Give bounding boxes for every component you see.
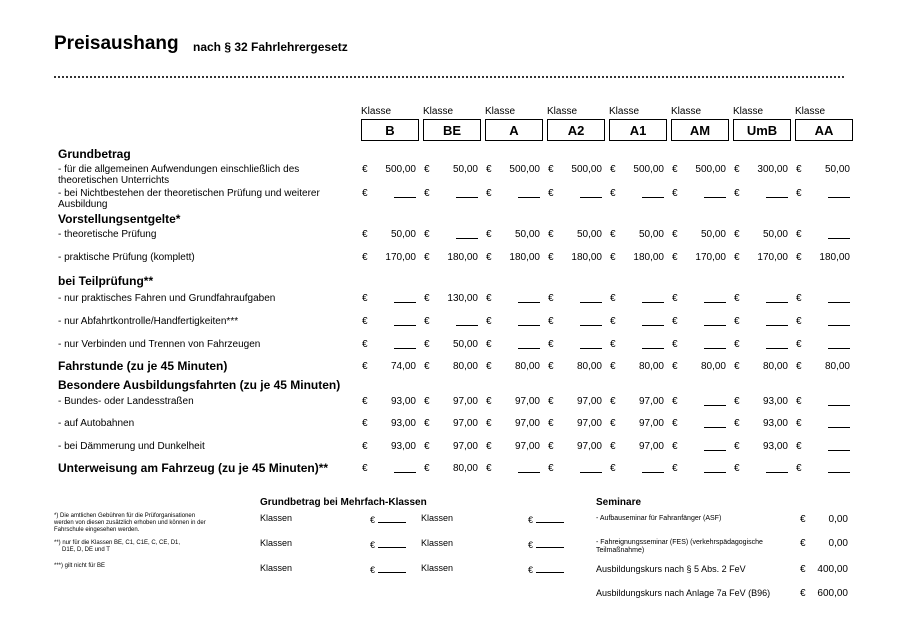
price-cell <box>437 316 478 329</box>
currency-sign: € <box>734 396 740 407</box>
price-cell: 180,00 <box>571 252 602 263</box>
price-cell: 50,00 <box>452 339 478 350</box>
price-cell <box>747 188 788 201</box>
price-cell: 170,00 <box>695 252 726 263</box>
price-cell: 50,00 <box>452 164 478 175</box>
separator-dotted-line <box>54 76 844 78</box>
price-cell <box>685 316 726 329</box>
price-cell <box>809 441 850 454</box>
mehrfach-klassen-label: Klassen <box>260 538 293 548</box>
currency-sign: € <box>672 361 678 372</box>
currency-sign: € <box>424 293 430 304</box>
price-cell: 97,00 <box>638 396 664 407</box>
currency-sign: € <box>610 164 616 175</box>
currency-sign: € <box>734 252 740 263</box>
currency-sign: € <box>796 164 802 175</box>
price-cell <box>561 293 602 306</box>
currency-sign: € <box>610 463 616 474</box>
price-cell: 93,00 <box>390 441 416 452</box>
currency-sign: € <box>486 339 492 350</box>
currency-sign: € <box>610 441 616 452</box>
class-box-aa: AA <box>795 119 853 141</box>
seminar-currency: € <box>800 588 806 599</box>
mehrfach-price-blank: € <box>370 513 406 525</box>
price-cell <box>437 229 478 242</box>
currency-sign: € <box>424 418 430 429</box>
currency-sign: € <box>424 361 430 372</box>
currency-sign: € <box>734 188 740 199</box>
row-label: - theoretische Prüfung <box>58 229 157 240</box>
currency-sign: € <box>486 252 492 263</box>
price-cell <box>623 463 664 476</box>
price-cell: 97,00 <box>638 441 664 452</box>
currency-sign: € <box>672 441 678 452</box>
seminar-price: 0,00 <box>828 514 848 525</box>
currency-sign: € <box>672 293 678 304</box>
currency-sign: € <box>672 418 678 429</box>
mehrfach-title: Grundbetrag bei Mehrfach-Klassen <box>260 497 427 508</box>
price-cell <box>499 463 540 476</box>
price-cell <box>809 293 850 306</box>
price-cell <box>809 418 850 431</box>
price-cell <box>623 316 664 329</box>
klasse-label-be: Klasse <box>423 106 454 117</box>
currency-sign: € <box>610 188 616 199</box>
price-cell: 97,00 <box>576 396 602 407</box>
price-cell: 130,00 <box>447 293 478 304</box>
currency-sign: € <box>796 361 802 372</box>
currency-sign: € <box>486 293 492 304</box>
price-cell <box>561 339 602 352</box>
seminar-price: 400,00 <box>817 564 848 575</box>
section-besondere: Besondere Ausbildungsfahrten (zu je 45 Minuten) <box>58 378 341 392</box>
class-box-a: A <box>485 119 543 141</box>
seminar-label: Ausbildungskurs nach § 5 Abs. 2 FeV <box>596 564 746 574</box>
klasse-label-b: Klasse <box>361 106 392 117</box>
price-cell <box>747 339 788 352</box>
currency-sign: € <box>486 188 492 199</box>
mehrfach-price-blank: € <box>528 563 564 575</box>
currency-sign: € <box>424 396 430 407</box>
currency-sign: € <box>424 252 430 263</box>
price-cell <box>623 339 664 352</box>
currency-sign: € <box>486 229 492 240</box>
currency-sign: € <box>734 293 740 304</box>
price-cell: 80,00 <box>824 361 850 372</box>
price-cell <box>375 339 416 352</box>
price-cell <box>685 339 726 352</box>
row-label: - nur Abfahrtkontrolle/Handfertigkeiten*** <box>58 316 239 327</box>
price-cell <box>499 316 540 329</box>
currency-sign: € <box>548 188 554 199</box>
currency-sign: € <box>362 441 368 452</box>
currency-sign: € <box>796 316 802 327</box>
mehrfach-klassen-label: Klassen <box>260 513 293 523</box>
price-cell <box>623 293 664 306</box>
footnote-1: *) Die amtlichen Gebühren für die Prüforganisationen werden von diesen zusätzlich erhoben und können in der Fahrschule eingesehen werden. <box>54 513 206 533</box>
row-label: - für die allgemeinen Aufwendungen einschließlich des theoretischen Unterrichts <box>58 164 300 186</box>
price-cell <box>561 188 602 201</box>
currency-sign: € <box>362 188 368 199</box>
currency-sign: € <box>672 316 678 327</box>
price-cell <box>499 293 540 306</box>
price-cell <box>809 396 850 409</box>
price-cell: 97,00 <box>514 441 540 452</box>
price-cell: 170,00 <box>757 252 788 263</box>
price-cell: 97,00 <box>576 418 602 429</box>
currency-sign: € <box>734 164 740 175</box>
currency-sign: € <box>672 339 678 350</box>
price-cell <box>499 339 540 352</box>
currency-sign: € <box>672 188 678 199</box>
price-cell: 80,00 <box>638 361 664 372</box>
price-cell: 97,00 <box>514 396 540 407</box>
price-cell <box>809 339 850 352</box>
klasse-label-a2: Klasse <box>547 106 578 117</box>
price-cell: 180,00 <box>447 252 478 263</box>
currency-sign: € <box>610 361 616 372</box>
price-cell: 80,00 <box>452 361 478 372</box>
price-cell: 500,00 <box>385 164 416 175</box>
currency-sign: € <box>548 441 554 452</box>
price-cell <box>561 463 602 476</box>
seminar-label: - Aufbauseminar für Fahranfänger (ASF) <box>596 515 722 522</box>
price-cell: 93,00 <box>762 441 788 452</box>
price-cell <box>623 188 664 201</box>
currency-sign: € <box>424 229 430 240</box>
mehrfach-price-blank: € <box>528 538 564 550</box>
price-cell: 80,00 <box>514 361 540 372</box>
price-cell: 97,00 <box>452 441 478 452</box>
currency-sign: € <box>610 293 616 304</box>
price-cell: 80,00 <box>762 361 788 372</box>
currency-sign: € <box>796 396 802 407</box>
currency-sign: € <box>548 229 554 240</box>
currency-sign: € <box>672 396 678 407</box>
price-cell: 50,00 <box>576 229 602 240</box>
currency-sign: € <box>548 339 554 350</box>
currency-sign: € <box>610 229 616 240</box>
seminar-price: 0,00 <box>828 538 848 549</box>
currency-sign: € <box>734 229 740 240</box>
price-cell <box>747 463 788 476</box>
seminar-label: Ausbildungskurs nach Anlage 7a FeV (B96) <box>596 588 771 598</box>
seminar-label: - Fahreignungsseminar (FES) (verkehrspädagogische Teilmaßnahme) <box>596 539 763 554</box>
seminar-price: 600,00 <box>817 588 848 599</box>
price-cell: 97,00 <box>452 418 478 429</box>
klasse-label-aa: Klasse <box>795 106 826 117</box>
price-cell <box>375 316 416 329</box>
price-cell: 97,00 <box>638 418 664 429</box>
row-label: Unterweisung am Fahrzeug (zu je 45 Minuten)** <box>58 461 329 475</box>
currency-sign: € <box>796 252 802 263</box>
price-cell <box>561 316 602 329</box>
footnote-2: **) nur für die Klassen BE, C1, C1E, C, CE, D1, D1E, D, DE und T <box>54 540 181 553</box>
currency-sign: € <box>362 339 368 350</box>
price-cell: 93,00 <box>390 418 416 429</box>
currency-sign: € <box>796 293 802 304</box>
currency-sign: € <box>486 418 492 429</box>
row-label: - nur praktisches Fahren und Grundfahraufgaben <box>58 293 276 304</box>
mehrfach-klassen-label: Klassen <box>260 563 293 573</box>
section-grundbetrag: Grundbetrag <box>58 147 131 161</box>
currency-sign: € <box>362 361 368 372</box>
currency-sign: € <box>796 188 802 199</box>
klasse-label-a: Klasse <box>485 106 516 117</box>
currency-sign: € <box>610 316 616 327</box>
currency-sign: € <box>734 339 740 350</box>
price-cell <box>375 188 416 201</box>
currency-sign: € <box>672 229 678 240</box>
currency-sign: € <box>610 252 616 263</box>
currency-sign: € <box>424 164 430 175</box>
currency-sign: € <box>548 252 554 263</box>
mehrfach-klassen-label: Klassen <box>421 563 454 573</box>
class-box-am: AM <box>671 119 729 141</box>
class-box-be: BE <box>423 119 481 141</box>
price-cell <box>747 293 788 306</box>
currency-sign: € <box>486 441 492 452</box>
seminar-currency: € <box>800 514 806 525</box>
price-cell <box>685 188 726 201</box>
currency-sign: € <box>796 463 802 474</box>
price-cell: 180,00 <box>633 252 664 263</box>
currency-sign: € <box>672 164 678 175</box>
currency-sign: € <box>486 463 492 474</box>
currency-sign: € <box>548 164 554 175</box>
currency-sign: € <box>796 418 802 429</box>
currency-sign: € <box>610 418 616 429</box>
price-cell <box>685 396 726 409</box>
currency-sign: € <box>424 463 430 474</box>
klasse-label-umb: Klasse <box>733 106 764 117</box>
price-cell: 93,00 <box>762 418 788 429</box>
currency-sign: € <box>796 229 802 240</box>
seminare-title: Seminare <box>596 497 642 508</box>
price-cell <box>809 229 850 242</box>
mehrfach-price-blank: € <box>370 563 406 575</box>
price-cell <box>685 418 726 431</box>
section-teilpruefung: bei Teilprüfung** <box>58 274 154 288</box>
currency-sign: € <box>734 463 740 474</box>
price-cell <box>499 188 540 201</box>
price-cell: 97,00 <box>452 396 478 407</box>
section-vorstellung: Vorstellungsentgelte* <box>58 212 181 226</box>
class-box-umb: UmB <box>733 119 791 141</box>
mehrfach-klassen-label: Klassen <box>421 513 454 523</box>
currency-sign: € <box>796 339 802 350</box>
currency-sign: € <box>672 252 678 263</box>
price-cell <box>685 293 726 306</box>
currency-sign: € <box>734 418 740 429</box>
page-subtitle: nach § 32 Fahrlehrergesetz <box>193 40 348 54</box>
price-cell: 50,00 <box>700 229 726 240</box>
currency-sign: € <box>362 164 368 175</box>
price-cell <box>375 463 416 476</box>
currency-sign: € <box>362 418 368 429</box>
row-label: - nur Verbinden und Trennen von Fahrzeugen <box>58 339 261 350</box>
price-cell: 50,00 <box>638 229 664 240</box>
currency-sign: € <box>548 418 554 429</box>
currency-sign: € <box>362 463 368 474</box>
currency-sign: € <box>486 164 492 175</box>
klasse-label-a1: Klasse <box>609 106 640 117</box>
currency-sign: € <box>424 316 430 327</box>
currency-sign: € <box>734 441 740 452</box>
currency-sign: € <box>486 396 492 407</box>
price-cell: 50,00 <box>390 229 416 240</box>
price-cell: 80,00 <box>452 463 478 474</box>
row-label: - praktische Prüfung (komplett) <box>58 252 195 263</box>
page-title: Preisaushang <box>54 33 179 54</box>
price-cell: 170,00 <box>385 252 416 263</box>
price-cell: 97,00 <box>514 418 540 429</box>
currency-sign: € <box>610 339 616 350</box>
currency-sign: € <box>424 188 430 199</box>
row-label: - Bundes- oder Landesstraßen <box>58 396 194 407</box>
price-cell: 80,00 <box>700 361 726 372</box>
currency-sign: € <box>362 316 368 327</box>
currency-sign: € <box>424 441 430 452</box>
seminar-currency: € <box>800 538 806 549</box>
price-cell: 500,00 <box>633 164 664 175</box>
price-cell: 300,00 <box>757 164 788 175</box>
price-cell <box>437 188 478 201</box>
price-cell: 500,00 <box>509 164 540 175</box>
price-cell <box>747 316 788 329</box>
price-cell <box>809 188 850 201</box>
price-cell: 180,00 <box>509 252 540 263</box>
price-cell: 97,00 <box>576 441 602 452</box>
price-cell: 500,00 <box>571 164 602 175</box>
currency-sign: € <box>672 463 678 474</box>
mehrfach-price-blank: € <box>528 513 564 525</box>
price-cell <box>685 463 726 476</box>
price-cell: 50,00 <box>514 229 540 240</box>
price-cell: 93,00 <box>390 396 416 407</box>
mehrfach-klassen-label: Klassen <box>421 538 454 548</box>
currency-sign: € <box>548 463 554 474</box>
seminar-currency: € <box>800 564 806 575</box>
footnote-3: ***) gilt nicht für BE <box>54 563 106 569</box>
currency-sign: € <box>796 441 802 452</box>
currency-sign: € <box>486 316 492 327</box>
currency-sign: € <box>424 339 430 350</box>
mehrfach-price-blank: € <box>370 538 406 550</box>
price-cell: 80,00 <box>576 361 602 372</box>
class-box-b: B <box>361 119 419 141</box>
price-cell: 180,00 <box>819 252 850 263</box>
currency-sign: € <box>548 293 554 304</box>
class-box-a2: A2 <box>547 119 605 141</box>
currency-sign: € <box>548 361 554 372</box>
currency-sign: € <box>734 316 740 327</box>
currency-sign: € <box>610 396 616 407</box>
currency-sign: € <box>362 293 368 304</box>
price-cell <box>685 441 726 454</box>
row-label: - auf Autobahnen <box>58 418 135 429</box>
currency-sign: € <box>362 252 368 263</box>
currency-sign: € <box>734 361 740 372</box>
currency-sign: € <box>486 361 492 372</box>
currency-sign: € <box>548 396 554 407</box>
price-cell <box>375 293 416 306</box>
price-cell <box>809 463 850 476</box>
row-label: Fahrstunde (zu je 45 Minuten) <box>58 359 228 373</box>
price-cell: 50,00 <box>762 229 788 240</box>
price-cell: 74,00 <box>390 361 416 372</box>
price-cell: 50,00 <box>824 164 850 175</box>
currency-sign: € <box>362 396 368 407</box>
price-cell <box>809 316 850 329</box>
row-label: - bei Dämmerung und Dunkelheit <box>58 441 205 452</box>
row-label: - bei Nichtbestehen der theoretischen Prüfung und weiterer Ausbildung <box>58 188 320 210</box>
class-box-a1: A1 <box>609 119 667 141</box>
price-cell: 500,00 <box>695 164 726 175</box>
klasse-label-am: Klasse <box>671 106 702 117</box>
currency-sign: € <box>548 316 554 327</box>
currency-sign: € <box>362 229 368 240</box>
price-cell: 93,00 <box>762 396 788 407</box>
